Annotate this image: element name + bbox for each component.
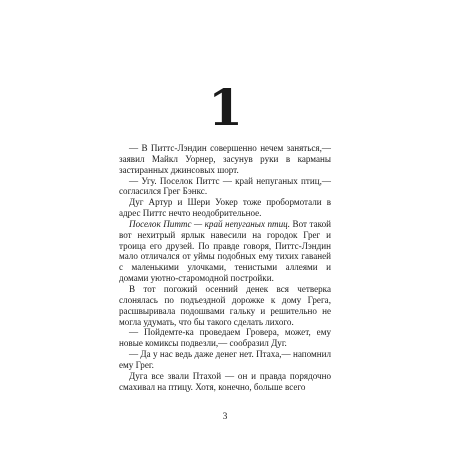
paragraph-3: Дуг Артур и Шери Уокер тоже пробормотали в адрес Питтс нечто неодобрительное. (119, 197, 331, 219)
paragraph-2: — Угу. Поселок Питтс — край непуганых птиц,— согласился Грег Бэнкс. (119, 175, 331, 197)
paragraph-4 (119, 219, 331, 284)
paragraph-1: — В Питтс-Лэндин совершенно нечем заняться,— заявил Майкл Уорнер, засунув руки в карманы застиранных джинсовых шорт. (119, 143, 331, 175)
paragraph-5: В тот погожий осенний денек вся четверка слонялась по подъездной дорожке к дому Грега, расшвыривала подошвами гальку и решительно не могла удумать, что бы такого сделать лихого. (119, 283, 331, 327)
body-text (119, 143, 331, 392)
paragraph-4-italic: Поселок Питтс — край непуганых птиц. (129, 218, 290, 229)
chapter-number: 1 (208, 78, 242, 137)
paragraph-4-text: Вот такой вот нехитрый ярлык навесили на городок Грег и троица его друзей. По правде говоря, Питтс-Лэндин мало отличался от уймы подобных ему тихих гаваней с маленькими улочками, тенистыми аллеями и домами уютно-старомодной постройки. (119, 218, 331, 284)
paragraph-8: Дуга все звали Птахой — он и правда порядочно смахивал на птицу. Хотя, конечно, больше всего (119, 370, 331, 392)
paragraph-6: — Пойдемте-ка проведаем Гровера, может, ему новые комиксы подвезли,— сообразил Дуг. (119, 327, 331, 349)
page-number: 3 (222, 412, 228, 422)
paragraph-7: — Да у нас ведь даже денег нет. Птаха,— напомнил ему Грег. (119, 349, 331, 370)
